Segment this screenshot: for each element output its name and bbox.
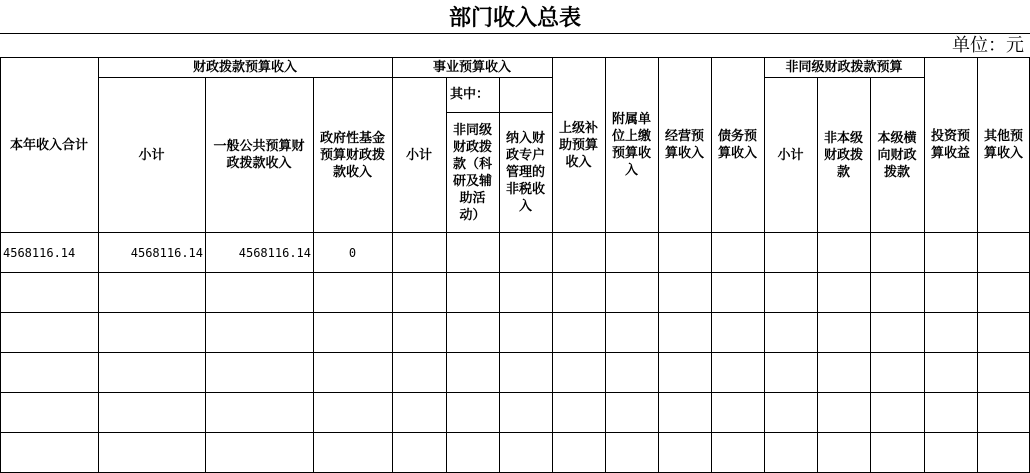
report-title: 部门收入总表 bbox=[0, 0, 1030, 34]
row-fiscal-subtotal-value: 4568116.14 bbox=[130, 246, 203, 260]
header-career-subtotal: 小计 bbox=[405, 147, 432, 163]
header-debt: 债务预算收入 bbox=[717, 129, 757, 161]
header-other: 其他预算收入 bbox=[983, 129, 1023, 161]
header-fiscal-subtotal: 小计 bbox=[138, 147, 165, 163]
header-affiliated: 附属单位上缴预算收入 bbox=[611, 112, 651, 178]
header-nonsame-subtotal: 小计 bbox=[777, 147, 804, 163]
header-fiscal-general: 一般公共预算财政拨款收入 bbox=[213, 139, 305, 171]
unit-label: 单位：元 bbox=[952, 35, 1024, 56]
header-total-income: 本年收入合计 bbox=[9, 137, 88, 153]
header-career-nonsame: 非同级财政拨款（科研及辅助活动） bbox=[452, 122, 492, 223]
row-fiscal-fund-value: 0 bbox=[348, 246, 357, 260]
header-upper-subsidy: 上级补助预算收入 bbox=[558, 120, 598, 170]
header-nonsame-nonlevel: 非本级财政拨款 bbox=[823, 130, 863, 180]
header-investment: 投资预算收益 bbox=[930, 129, 970, 161]
header-career-group: 事业预算收入 bbox=[432, 59, 511, 75]
header-career-special: 纳入财政专户管理的非税收入 bbox=[505, 131, 545, 214]
header-fiscal-group: 财政拨款预算收入 bbox=[192, 59, 297, 75]
header-nonsame-group: 非同级财政拨款预算 bbox=[785, 59, 903, 75]
header-fiscal-fund: 政府性基金预算财政拨款收入 bbox=[319, 130, 385, 180]
row-total-value: 4568116.14 bbox=[3, 246, 76, 260]
header-operating: 经营预算收入 bbox=[664, 129, 704, 161]
row-fiscal-general-value: 4568116.14 bbox=[238, 246, 311, 260]
header-nonsame-horizontal: 本级横向财政拨款 bbox=[877, 130, 917, 180]
header-career-of-which: 其中： bbox=[450, 87, 490, 102]
